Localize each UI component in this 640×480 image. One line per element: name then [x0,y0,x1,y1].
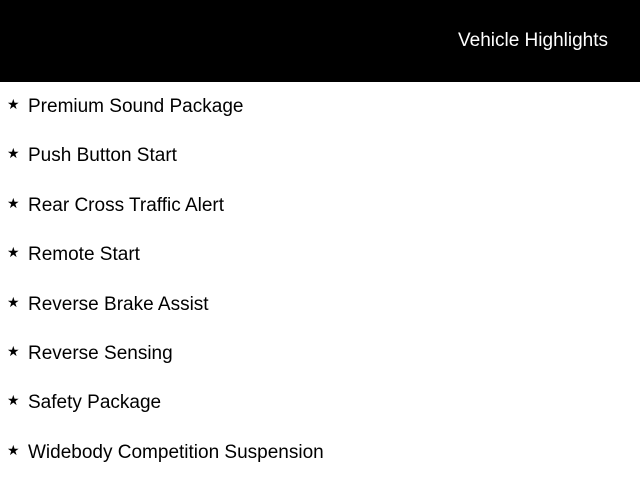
highlight-label: Remote Start [28,244,140,266]
page-title: Vehicle Highlights [458,30,608,51]
list-item [0,230,640,279]
star-icon: ★ [7,145,20,162]
star-icon: ★ [7,342,20,359]
highlight-label: Widebody Competition Suspension [28,441,324,463]
list-item [0,329,640,378]
highlight-label: Rear Cross Traffic Alert [28,194,225,216]
list-item [0,82,640,131]
star-icon: ★ [7,293,20,310]
header-bar [0,0,640,82]
star-icon: ★ [7,441,20,458]
highlight-label: Reverse Brake Assist [28,293,209,315]
highlight-label: Safety Package [28,392,162,414]
star-icon: ★ [7,244,20,261]
highlight-label: Premium Sound Package [28,96,244,117]
list-item [0,181,640,230]
star-icon: ★ [7,96,20,112]
list-item [0,280,640,329]
highlights-list [0,82,640,477]
highlight-label: Push Button Start [28,145,177,167]
list-item [0,428,640,477]
list-item [0,131,640,180]
star-icon: ★ [7,392,20,409]
star-icon: ★ [7,194,20,211]
list-item [0,378,640,427]
highlight-label: Reverse Sensing [28,342,173,364]
